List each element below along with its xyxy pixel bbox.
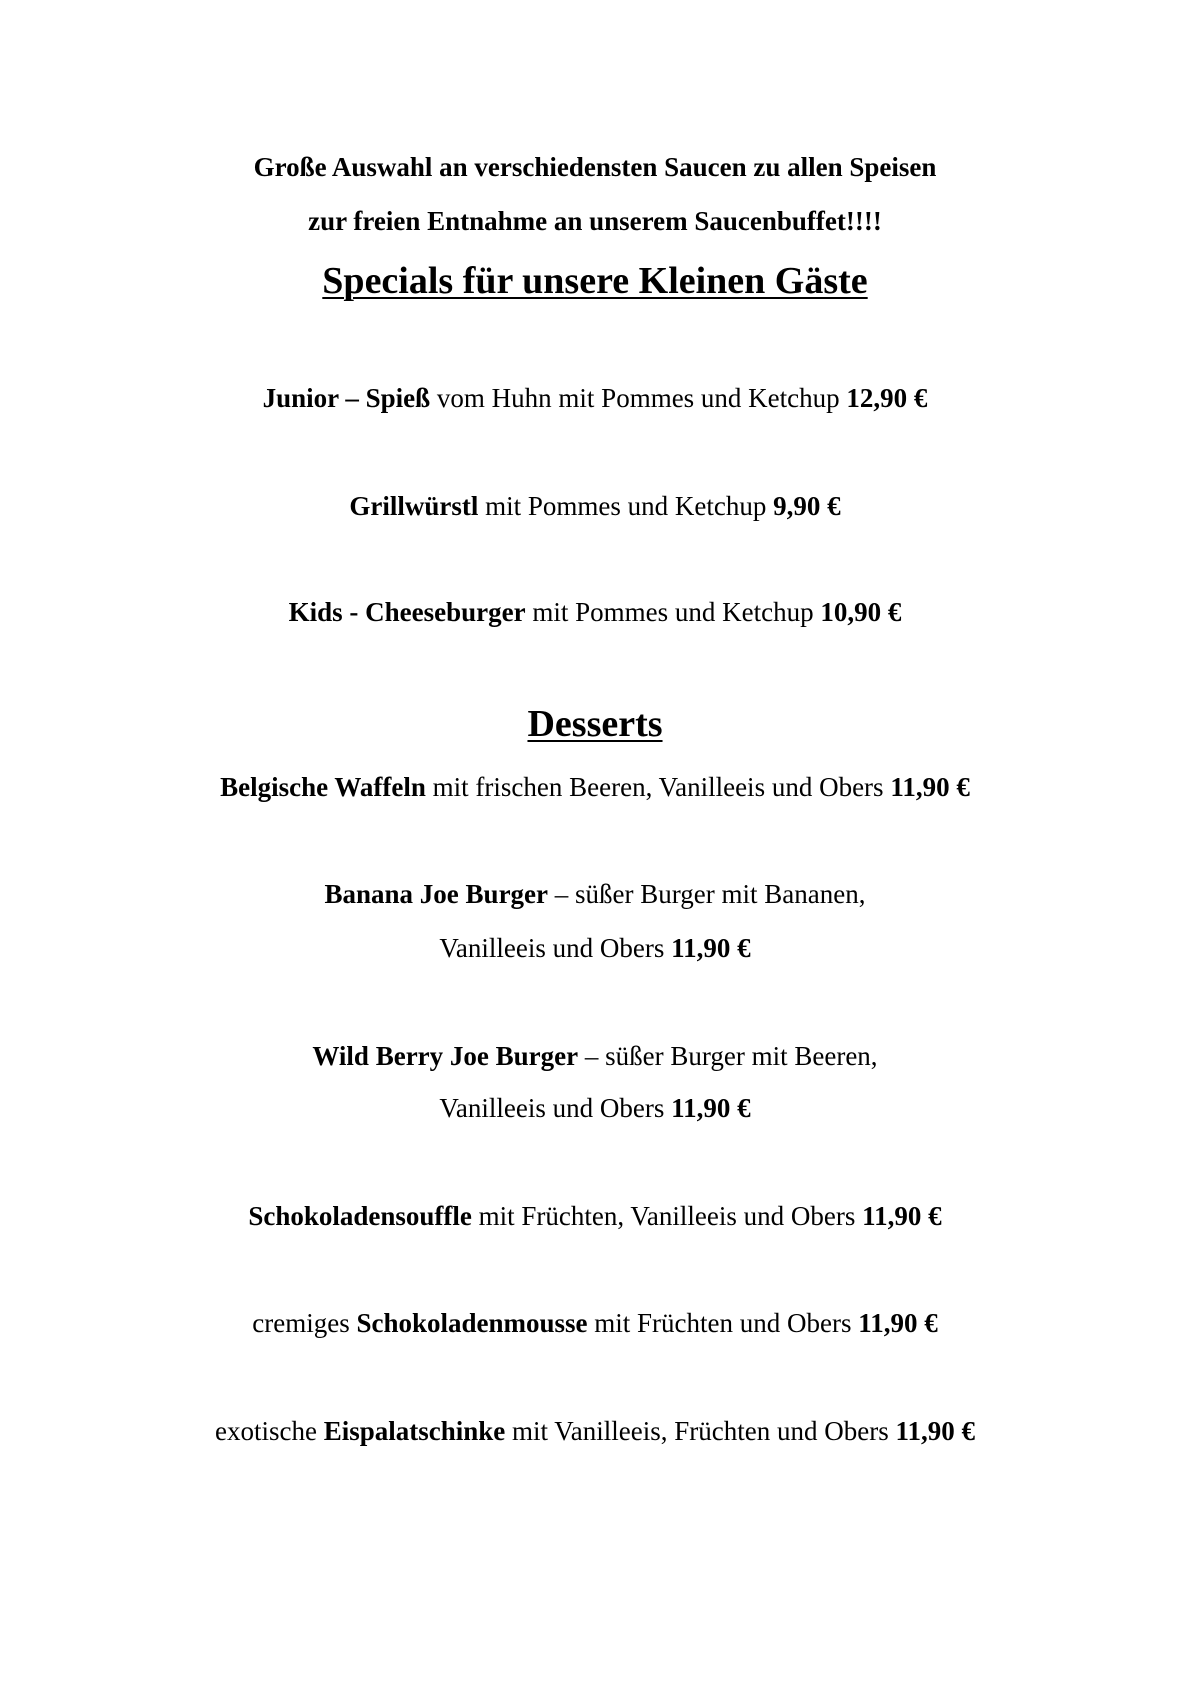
item-price: 11,90 € (671, 1093, 751, 1123)
item-description: mit Pommes und Ketchup (525, 597, 821, 627)
menu-item-eispalatschinke (0, 1414, 1190, 1448)
item-name: Junior – Spieß (262, 383, 431, 413)
menu-item-kids-cheeseburger (0, 595, 1190, 629)
sauce-buffet-note-line2: zur freien Entnahme an unserem Saucenbuffet!!!! (308, 206, 882, 236)
item-price: 9,90 € (773, 491, 841, 521)
item-price: 11,90 € (890, 772, 970, 802)
menu-item-grillwuerstl (0, 489, 1190, 523)
menu-item-schokoladenmousse (0, 1306, 1190, 1340)
item-name: Schokoladenmousse (356, 1308, 588, 1338)
item-prefix: exotische (215, 1416, 324, 1446)
item-price: 12,90 € (846, 383, 928, 413)
menu-item-junior-spiess (0, 381, 1190, 415)
item-description: mit Früchten, Vanilleeis und Obers (471, 1201, 863, 1231)
item-price: 11,90 € (895, 1416, 975, 1446)
kids-specials-heading: Specials für unsere Kleinen Gäste (322, 260, 868, 302)
desserts-heading: Desserts (527, 703, 663, 745)
item-price: 11,90 € (858, 1308, 938, 1338)
item-description: – süßer Burger mit Bananen, (548, 879, 866, 909)
item-name: Eispalatschinke (323, 1416, 506, 1446)
item-description: mit Pommes und Ketchup (478, 491, 774, 521)
menu-item-schokoladensouffle (0, 1199, 1190, 1233)
menu-item-belgische-waffeln (0, 770, 1190, 804)
item-price: 11,90 € (671, 933, 751, 963)
item-description: mit Früchten und Obers (587, 1308, 859, 1338)
menu-item-wild-berry-joe-burger-line2 (0, 1091, 1190, 1125)
item-name: Grillwürstl (349, 491, 479, 521)
menu-item-banana-joe-burger (0, 877, 1190, 911)
item-name: Kids - Cheeseburger (288, 597, 526, 627)
sauce-buffet-note-line1: Große Auswahl an verschiedensten Saucen zu allen Speisen (253, 152, 937, 182)
item-description: Vanilleeis und Obers (439, 1093, 672, 1123)
menu-item-banana-joe-burger-line2 (0, 931, 1190, 965)
item-description: vom Huhn mit Pommes und Ketchup (430, 383, 847, 413)
item-description: Vanilleeis und Obers (439, 933, 672, 963)
item-price: 11,90 € (862, 1201, 942, 1231)
item-name: Wild Berry Joe Burger (312, 1041, 579, 1071)
item-name: Schokoladensouffle (248, 1201, 472, 1231)
item-price: 10,90 € (820, 597, 902, 627)
item-name: Belgische Waffeln (220, 772, 426, 802)
item-description: mit Vanilleeis, Früchten und Obers (505, 1416, 896, 1446)
item-prefix: cremiges (252, 1308, 357, 1338)
menu-item-wild-berry-joe-burger (0, 1039, 1190, 1073)
item-description: mit frischen Beeren, Vanilleeis und Obers (425, 772, 891, 802)
item-description: – süßer Burger mit Beeren, (578, 1041, 878, 1071)
item-name: Banana Joe Burger (324, 879, 549, 909)
